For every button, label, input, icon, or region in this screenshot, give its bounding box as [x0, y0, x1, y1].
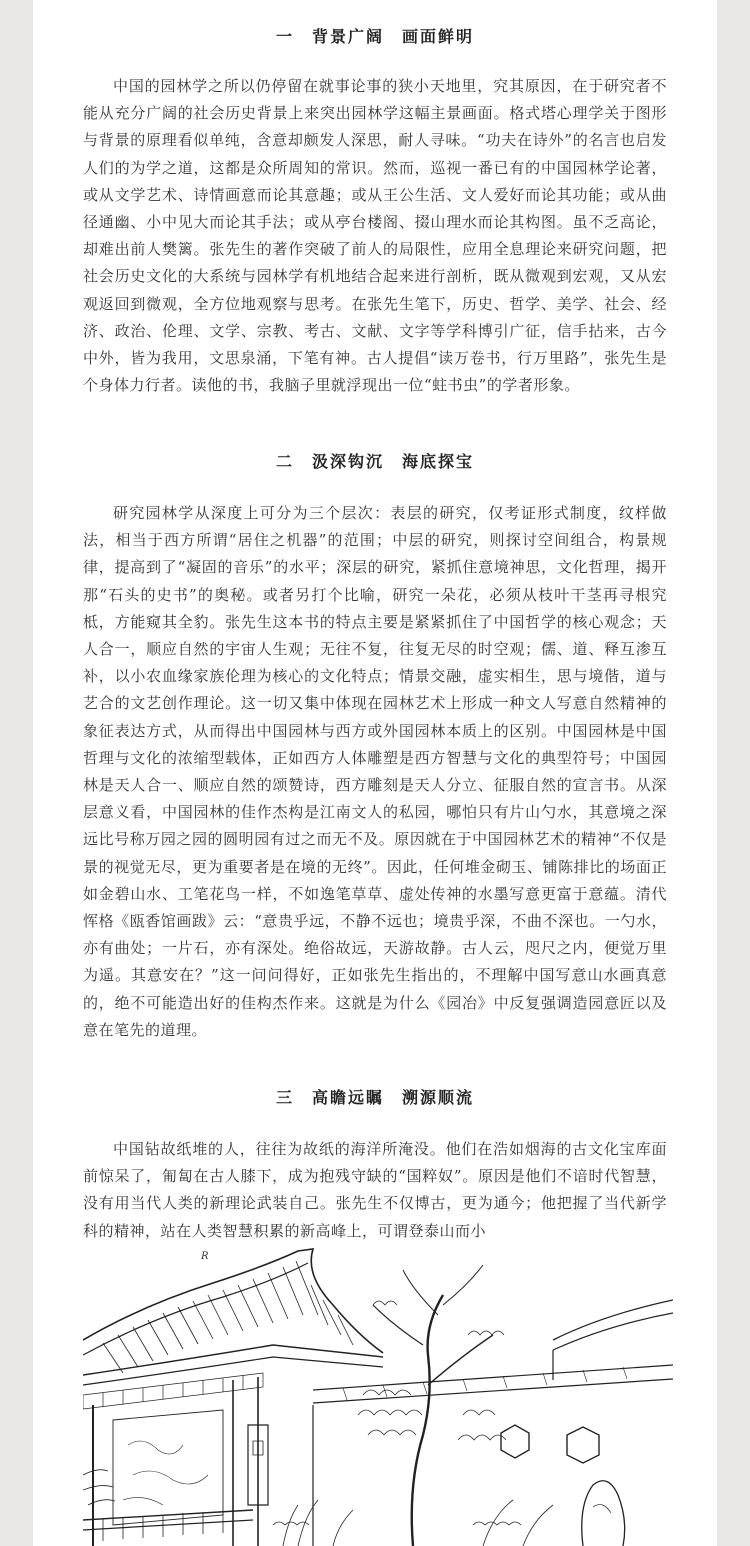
section-3-paragraph: 中国钻故纸堆的人，往往为故纸的海洋所淹没。他们在浩如烟海的古文化宝库面前惊呆了，匍匐在古人膝下，成为抱残守缺的“国粹奴”。原因是他们不谙时代智慧，没有用当代人类的新理论武装自己。张先生不仅博古，更为通今；他把握了当代新学科的精神，站在人类智慧积累的新高峰上，可谓登泰山而小: [83, 1140, 667, 1240]
book-page: [33, 0, 717, 1546]
section-1-title: 一 背景广阔 画面鲜明: [275, 27, 474, 46]
section-2-title: 二 汲深钩沉 海底探宝: [275, 452, 474, 471]
section-3-title: 三 高瞻远瞩 溯源顺流: [275, 1088, 474, 1107]
section-1-paragraph: 中国的园林学之所以仍停留在就事论事的狭小天地里，究其原因，在于研究者不能从充分广阔的社会历史背景上来突出园林学这幅主景画面。格式塔心理学关于图形与背景的原理看似单纯，含意却颇发人深思，耐人寻味。“功夫在诗外”的名言也启发人们的为学之道，这都是众所周知的常识。然而，巡视一番已有的中国园林学论著，或从文学艺术、诗情画意而论其意趣；或从王公生活、文人爱好而论其功能；或从曲径通幽、小中见大而论其手法；或从亭台楼阁、掇山理水而论其构图。虽不乏高论，却难出前人樊篱。张先生的著作突破了前人的局限性，应用全息理论来研究问题，把社会历史文化的大系统与园林学有机地结合起来进行剖析，既从微观到宏观，又从宏观返回到微观，全方位地观察与思考。在张先生笔下，历史、哲学、美学、社会、经济、政治、伦理、文学、宗教、考古、文献、文字等学科博引广征，信手拈来，古今中外，皆为我用，文思泉涌，下笔有神。古人提倡“读万卷书，行万里路”，张先生是个身体力行者。读他的书，我脑子里就浮现出一位“蛀书虫”的学者形象。: [83, 77, 667, 395]
illustration-mark: R: [201, 1251, 209, 1262]
garden-pavilion-ink-drawing-icon: [83, 1245, 673, 1546]
section-2-paragraph: 研究园林学从深度上可分为三个层次：表层的研究，仅考证形式制度，纹样做法，相当于西方所谓“居住之机器”的范围；中层的研究，则探讨空间组合，构景规律，提高到了“凝固的音乐”的水平；深层的研究，紧抓住意境神思，文化哲理，揭开那“石头的史书”的奥秘。或者另打个比喻，研究一朵花，必须从枝叶干茎再寻根究柢，方能窥其全豹。张先生这本书的特点主要是紧紧抓住了中国哲学的核心观念；天人合一，顺应自然的宇宙人生观；无往不复，往复无尽的时空观；儒、道、释互渗互补，以小农血缘家族伦理为核心的文化特点；情景交融，虚实相生，思与境偕，道与艺合的文艺创作理论。这一切又集中体现在园林艺术上形成一种文人写意自然精神的象征表达方式，从而得出中国园林与西方或外国园林本质上的区别。中国园林是中国哲理与文化的浓缩型载体，正如西方人体雕塑是西方智慧与文化的典型符号；中国园林是天人合一、顺应自然的颂赞诗，西方雕刻是天人分立、征服自然的宣言书。从深层意义看，中国园林的佳作杰构是江南文人的私园，哪怕只有片山勺水，其意境之深远比号称万园之园的圆明园有过之而无不及。原因就在于中国园林艺术的精神“不仅是景的视觉无尽，更为重要者是在境的无终”。因此，任何堆金砌玉、铺陈排比的场面正如金碧山水、工笔花鸟一样，不如逸笔草草、虚处传神的水墨写意更富于意蕴。清代恽格《瓯香馆画跋》云：“意贵乎远，不静不远也；境贵乎深，不曲不深也。一勺水，亦有曲处；一片石，亦有深处。绝俗故远，天游故静。古人云，咫尺之内，便觉万里为遥。其意安在？”这一问问得好，正如张先生指出的，不理解中国写意山水画真意的，绝不可能造出好的佳构杰作来。这就是为什么《园冶》中反复强调造园意匠以及意在笔先的道理。: [83, 504, 667, 1039]
garden-pavilion-illustration: [83, 1245, 673, 1546]
